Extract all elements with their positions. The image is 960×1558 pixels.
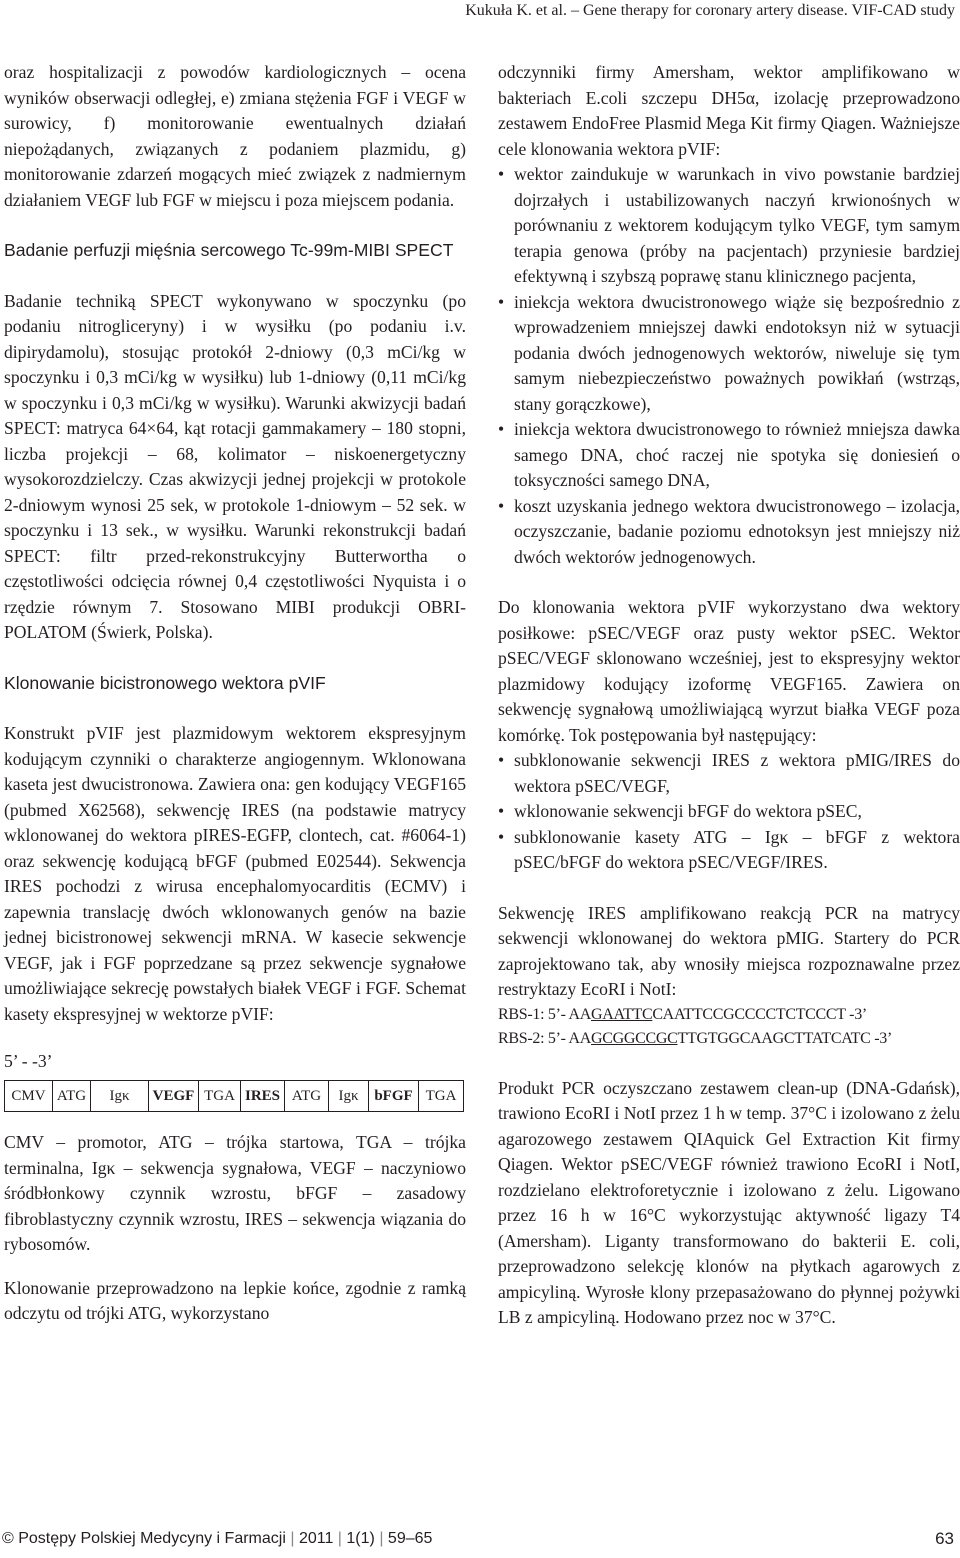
cassette-cell-atg: ATG [53,1081,91,1111]
left-paragraph-5: Klonowanie przeprowadzono na lepkie końce, zgodnie z ramką odczytu od trójki ATG, wykorzystano [4,1277,466,1323]
right-paragraph-1: odczynniki firmy Amersham, wektor amplifikowano w bakteriach E.coli szczepu DH5α, izolację przeprowadzono zestawem EndoFree Plasmid Mega Kit firmy Qiagen. Ważniejsze cele klonowania wektora pVIF: [498,62,960,159]
list-item: • wklonowanie sekwencji bFGF do wektora pSEC, [498,799,960,825]
footer-journal: © Postępy Polskiej Medycyny i Farmacji | 2011 | 1(1) | 59–65 [2,1530,433,1547]
left-column [4,60,466,1327]
right-paragraph-3: Sekwencję IRES amplifikowano reakcją PCR na matrycy sekwencji wklonowanej do wektora pMIG. Startery do PCR zaprojektowano tak, aby wnosiły miejsca rozpoznawalne przez restryktazy EcoRI i NotI: [498,902,960,999]
left-paragraph-1: oraz hospitalizacji z powodów kardiologicznych – ocena wyników obserwacji odległej, e) zmiana stężenia FGF i VEGF w surowicy, f) monitorowanie ewentualnych działań niepożądanych, związanych z podaniem plazmidu, g) monitorowanie zdarzeń mogących mieć związek z nadmiernym działaniem VEGF lub FGF w miejscu i poza miejscem podania. [4,62,466,210]
cassette-label: 5’ - -3’ [4,1051,53,1071]
page-number: 63 [935,1529,954,1548]
journal-year: 2011 [298,1530,334,1547]
cassette-cell-tga-2: TGA [425,1088,457,1104]
cassette-cell-ires: IRES [241,1081,285,1111]
cassette-cell-tga: TGA [199,1081,241,1111]
list-item: • iniekcja wektora dwucistronowego wiąże się bezpośrednio z wprowadzeniem mniejszej dawki endotoksyn niż w sytuacji podania dwóch jednogenowych wektorów, niweluje się tym samym niebezpieczeństwo poważnych powikłań (wstrząs, stany gorączkowe), [498,290,960,418]
primer-rbs-2-prefix: RBS-2: 5’- AA [498,1029,591,1047]
primer-rbs-2-site: GCGGCCGC [591,1029,678,1047]
cassette-cell-bfgf: bFGF [369,1081,419,1111]
list-item: • subklonowanie sekwencji IRES z wektora pMIG/IRES do wektora pSEC/VEGF, [498,748,960,799]
primer-rbs-2 [498,1027,960,1051]
section-heading-cloning: Klonowanie bicistronowego wektora pVIF [4,672,326,693]
primer-rbs-1-site: GAATTC [591,1005,653,1023]
primer-rbs-1 [498,1003,960,1027]
left-paragraph-2: Badanie techniką SPECT wykonywano w spoczynku (po podaniu nitrogliceryny) i w wysiłku (po podaniu i.v. dipirydamolu), stosując protokół 2-dniowy (0,3 mCi/kg w spoczynku i 0,3 mCi/kg w wysiłku) lub 1-dniowy (0,11 mCi/kg w spoczynku i 0,3 mCi/kg w wysiłku). Warunki akwizycji badań SPECT: matryca 64×64, kąt rotacji gammakamery – 180 stopni, liczba projekcji – 68, kolimator – niskoenergetyczny wysokorozdzielczy. Czas akwizycji jednej projekcji w protokole 2-dniowym wynosi 25 sek, w protokole 1-dniowym – 52 sek. w spoczynku i 13 sek., w wysiłku. Warunki rekonstrukcji badań SPECT: filtr przed-rekonstrukcyjny Butterwortha o częstotliwości odcięcia równej 0,4 częstotliwości Nyquista i o rzędzie równym 7. Stosowano MIBI produkcji OBRI-POLATOM (Świerk, Polska). [4,290,466,642]
running-head: Kukuła K. et al. – Gene therapy for coronary artery disease. VIF-CAD study [465,2,955,19]
journal-pages: 59–65 [387,1530,433,1547]
cassette-cell-vegf: VEGF [149,1081,199,1111]
list-item: • subklonowanie kasety ATG – Igκ – bFGF z wektora pSEC/bFGF do wektora pSEC/VEGF/IRES. [498,825,960,876]
procedure-steps-list [498,748,960,876]
right-column [498,60,960,1331]
primer-rbs-1-rest: CAATTCCGCCCCTCTCCCT -3’ [652,1005,867,1023]
primer-rbs-2-rest: TTGTGGCAAGCTTATCATC -3’ [677,1029,892,1047]
cassette-cell-igk: Igκ [91,1081,149,1111]
cloning-goals-list [498,162,960,570]
cassette-diagram [4,1080,464,1112]
list-item: • iniekcja wektora dwucistronowego to również mniejsza dawka samego DNA, choć raczej nie spotyka się doniesień o toksyczności samego DNA, [498,417,960,494]
cassette-cell-cmv: CMV [5,1081,53,1111]
list-item: • wektor zaindukuje w warunkach in vivo powstanie bardziej dojrzałych i ustabilizowanych naczyń krwionośnych w porównaniu z wektorem kodującym tylko VEGF, tym samym terapia genowa (próby na pacjentach) przyniesie bardziej efektywną i szybszą poprawę stanu klinicznego pacjenta, [498,162,960,290]
section-heading-spect: Badanie perfuzji mięśnia sercowego Tc-99m-MIBI SPECT [4,240,454,260]
cassette-cell-atg-2: ATG [285,1081,329,1111]
right-paragraph-4: Produkt PCR oczyszczano zestawem clean-up (DNA-Gdańsk), trawiono EcoRI i NotI przez 1 h w temp. 37°C i izolowano z żelu agarozowego zestawem QIAquick Gel Extraction Kit firmy Qiagen. Wektor pSEC/VEGF również trawiono EcoRI i NotI, rozdzielano elektroforetycznie i izolowano z żelu. Ligowano przez 16 h w 16°C wykorzystując aktywność ligazy T4 (Amersham). Liganty transformowano do bakterii E. coli, przeprowadzono selekcję klonów na płytkach agarowych z ampicyliną. Wyrosłe klony przepasażowano do płynnej pożywki LB z ampicyliną. Hodowano przez noc w 37°C. [498,1077,960,1327]
journal-volume: 1(1) [346,1530,375,1547]
left-paragraph-4: CMV – promotor, ATG – trójka startowa, TGA – trójka terminalna, Igκ – sekwencja sygnałowa, VEGF – naczyniowo śródbłonkowy czynnik wzrostu, bFGF – zasadowy fibroblastyczny czynnik wzrostu, IRES – sekwencja wiązania do rybosomów. [4,1132,466,1254]
left-paragraph-3: Konstrukt pVIF jest plazmidowym wektorem ekspresyjnym kodującym czynniki o charakterze angiogennym. Wklonowana kaseta jest dwucistronowa. Zawiera ona: gen kodujący VEGF165 (pubmed X62568), sekwencję IRES (na podstawie matrycy wklonowanej do wektora pIRES-EGFP, clontech, cat. #6064-1) oraz sekwencję kodującą bFGF (pubmed E02544). Sekwencja IRES pochodzi z wirusa encephalomyocarditis (ECMV) i zapewnia translację dwóch wklonowanych genów na bazie jednej bicistronowej sekwencji mRNA. W kasecie sekwencje VEGF, jak i FGF poprzedzane są przez sekwencje sygnałowe umożliwiające sekrecję powstałych białek VEGF i FGF. Schemat kasety ekspresyjnej w wektorze pVIF: [4,723,466,1024]
primer-rbs-1-prefix: RBS-1: 5’- AA [498,1005,591,1023]
list-item: • koszt uzyskania jednego wektora dwucistronowego – izolacja, oczyszczanie, badanie poziomu ednotoksyn jest mniejszy niż dwóch wektorów jednogenowych. [498,494,960,571]
journal-name: © Postępy Polskiej Medycyny i Farmacji [2,1530,286,1547]
cassette-cell-igk-2: Igκ [329,1081,369,1111]
right-paragraph-2: Do klonowania wektora pVIF wykorzystano dwa wektory posiłkowe: pSEC/VEGF oraz pusty wektor pSEC. Wektor pSEC/VEGF sklonowano wcześniej, jest to ekspresyjny wektor plazmidowy kodujący izoformę VEGF165. Zawiera on sekwencję sygnałową umożliwiającą wyrzut białka VEGF poza komórkę. Tok postępowania był następujący: [498,597,960,745]
